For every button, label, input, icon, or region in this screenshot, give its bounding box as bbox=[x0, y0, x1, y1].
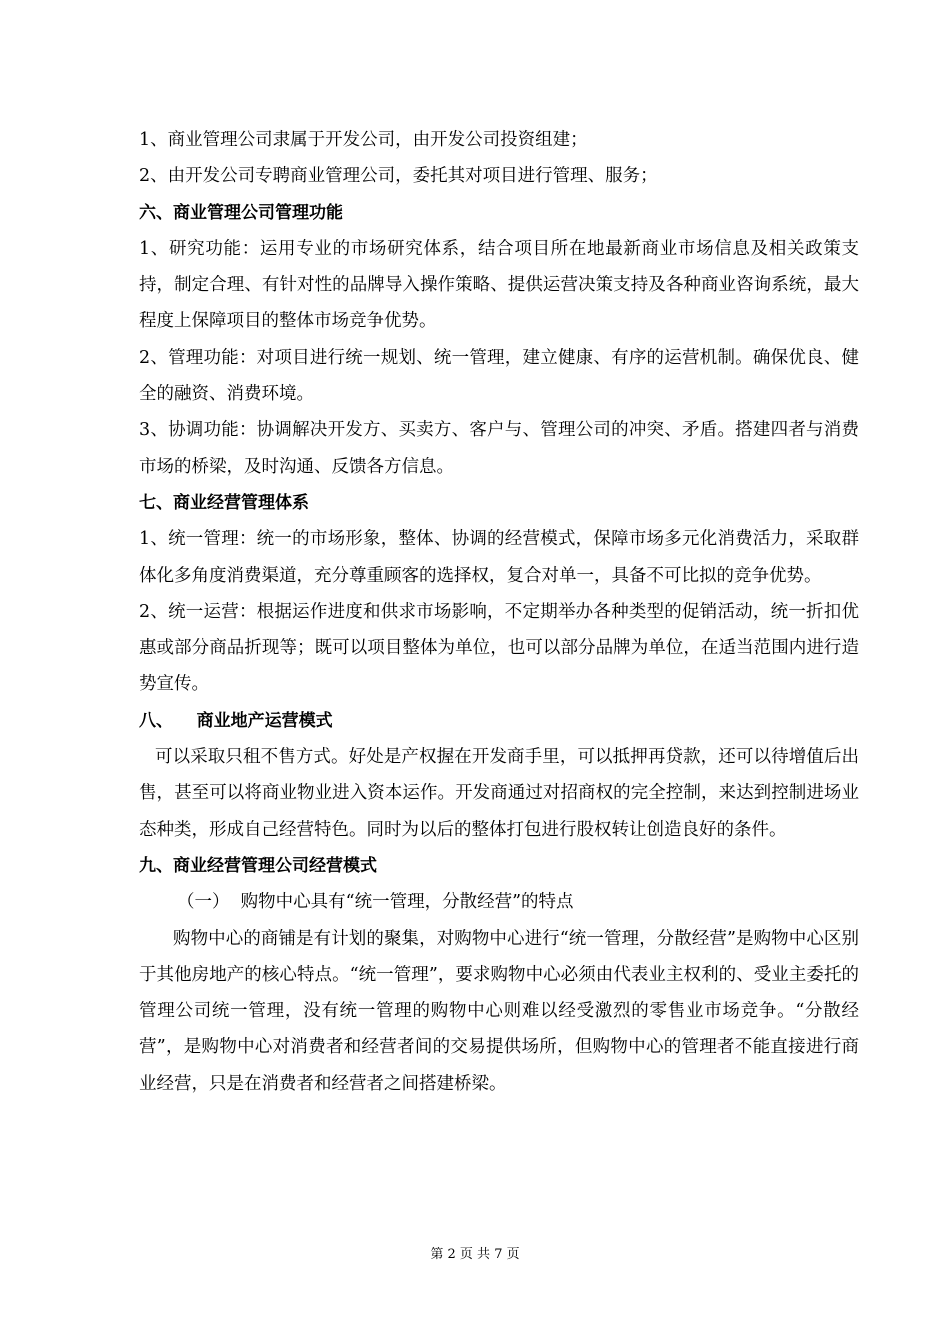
page-footer: 第 2 页 共 7 页 bbox=[430, 1247, 520, 1262]
list-item: 1、商业管理公司隶属于开发公司，由开发公司投资组建； bbox=[139, 130, 588, 150]
list-item: 3、协调功能：协调解决开发方、买卖方、客户与、管理公司的冲突、矛盾。搭建四者与消费市场的桥梁，及时沟通、反馈各方信息。 bbox=[139, 420, 859, 477]
list-item: 1、统一管理：统一的市场形象，整体、协调的经营模式，保障市场多元化消费活力，采取群体化多角度消费渠道，充分尊重顾客的选择权，复合对单一，具备不可比拟的竞争优势。 bbox=[139, 529, 859, 586]
document-body bbox=[139, 122, 859, 1102]
section-heading: 七、商业经营管理体系 bbox=[139, 492, 309, 513]
section-heading: 九、商业经营管理公司经营模式 bbox=[139, 855, 377, 876]
subsection-heading: （一） 购物中心具有“统一管理，分散经营”的特点 bbox=[177, 892, 574, 913]
body-paragraph: 购物中心的商铺是有计划的聚集，对购物中心进行“统一管理，分散经营”是购物中心区别于其他房地产的核心特点。“统一管理”，要求购物中心必须由代表业主权利的、受业主委托的管理公司统一管理，没有统一管理的购物中心则难以经受激烈的零售业市场竞争。“分散经营”，是购物中心对消费者和经营者间的交易提供场所，但购物中心的管理者不能直接进行商业经营，只是在消费者和经营者之间搭建桥梁。 bbox=[139, 928, 859, 1094]
list-item: 1、研究功能：运用专业的市场研究体系，结合项目所在地最新商业市场信息及相关政策支持，制定合理、有针对性的品牌导入操作策略、提供运营决策支持及各种商业咨询系统，最大程度上保障项目的整体市场竞争优势。 bbox=[139, 238, 859, 332]
list-item: 2、管理功能：对项目进行统一规划、统一管理，建立健康、有序的运营机制。确保优良、健全的融资、消费环境。 bbox=[139, 347, 859, 405]
section-heading: 六、商业管理公司管理功能 bbox=[139, 202, 343, 223]
list-item: 2、统一运营：根据运作进度和供求市场影响，不定期举办各种类型的促销活动，统一折扣优惠或部分商品折现等；既可以项目整体为单位，也可以部分品牌为单位，在适当范围内进行造势宣传。 bbox=[139, 601, 859, 695]
list-item: 2、由开发公司专聘商业管理公司，委托其对项目进行管理、服务； bbox=[139, 166, 658, 187]
body-paragraph: 可以采取只租不售方式。好处是产权握在开发商手里，可以抵押再贷款，还可以待增值后出售，甚至可以将商业物业进入资本运作。开发商通过对招商权的完全控制，来达到控制进场业态种类，形成自己经营特色。同时为以后的整体打包进行股权转让创造良好的条件。 bbox=[139, 747, 859, 840]
section-heading: 八、 商业地产运营模式 bbox=[139, 710, 333, 731]
